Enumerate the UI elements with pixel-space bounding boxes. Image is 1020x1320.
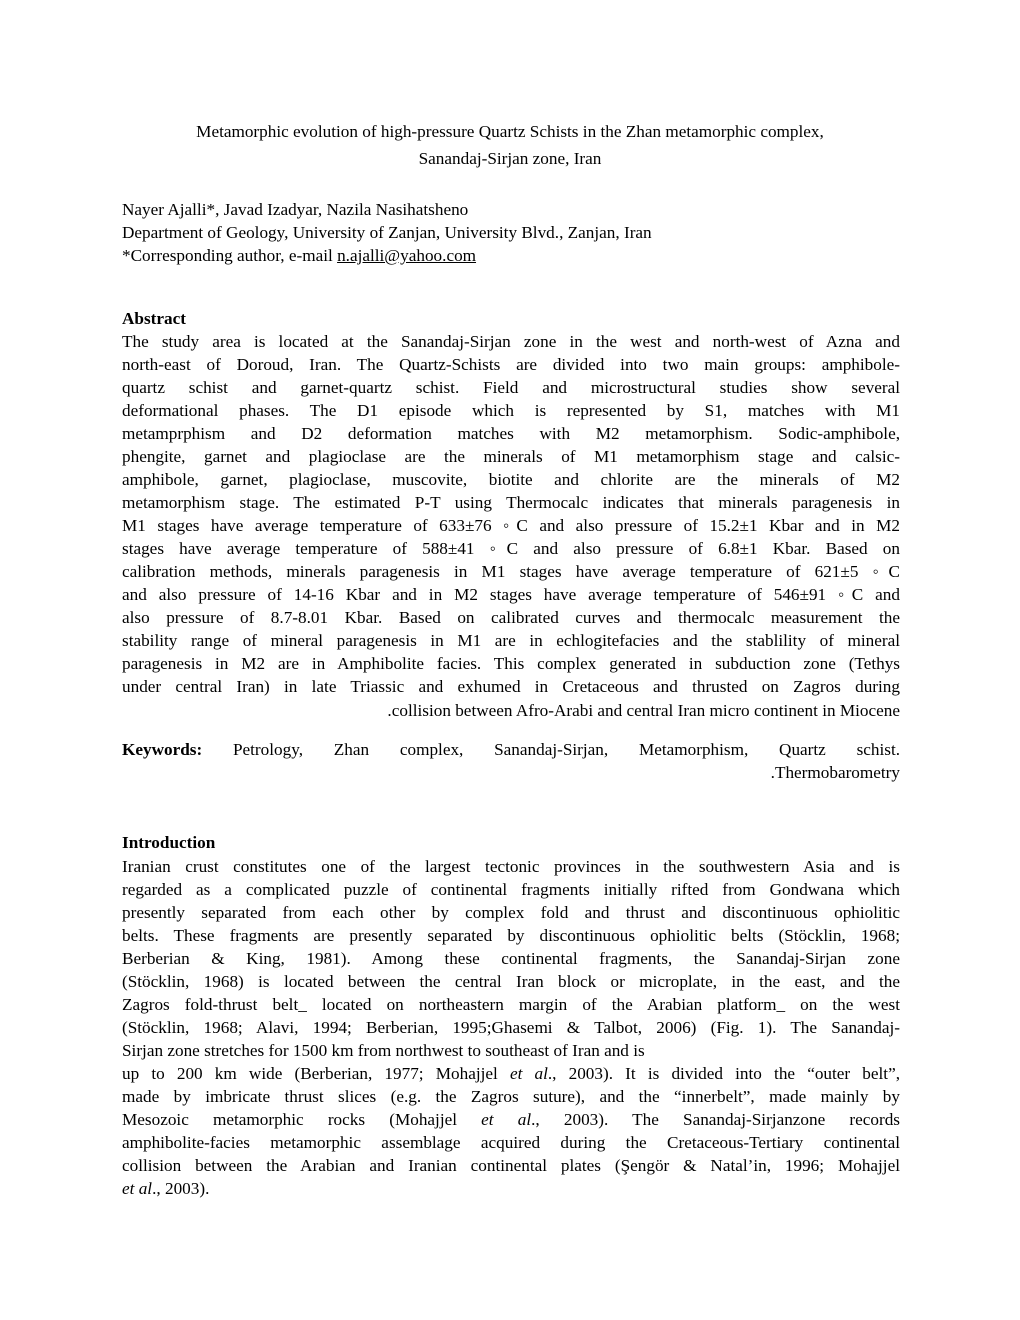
abstract-line-13: also pressure of 8.7-8.01 Kbar. Based on calibrated curves and thermocalc measurement the [122,608,900,627]
abstract-line-15: paragenesis in M2 are in Amphibolite facies. This complex generated in subduction zone (Tethys [122,654,900,673]
abstract-last-line: .collision between Afro-Arabi and central Iran micro continent in Miocene [387,701,900,720]
abstract-line-7: amphibole, garnet, plagioclase, muscovite, biotite and chlorite are the minerals of M2 [122,470,900,489]
abstract-line-3: quartz schist and garnet-quartz schist. Field and microstructural studies show several [122,378,900,397]
intro-line-2: regarded as a complicated puzzle of continental fragments initially rifted from Gondwana which [122,880,900,899]
abstract-line-16: under central Iran) in late Triassic and exhumed in Cretaceous and thrusted on Zagros during [122,677,900,696]
intro-line-1: Iranian crust constitutes one of the largest tectonic provinces in the southwestern Asia and is [122,857,900,876]
keyword-term: Sanandaj-Sirjan, [494,740,609,759]
intro-line-7: Zagros fold-thrust belt_ located on northeastern margin of the Arabian platform_ on the west [122,995,900,1014]
abstract-line-1: The study area is located at the Sanandaj-Sirjan zone in the west and north-west of Azna and [122,332,900,351]
paper-title-line-1: Metamorphic evolution of high-pressure Quartz Schists in the Zhan metamorphic complex, [196,122,824,141]
corresponding-author [122,244,476,267]
keywords-label: Keywords: [122,740,203,759]
intro-line-10: up to 200 km wide (Berberian, 1977; Mohajjel et al., 2003). It is divided into the “outer belt”, [122,1064,900,1083]
intro-line-4: belts. These fragments are presently separated by discontinuous ophiolitic belts (Stöcklin, 1968; [122,926,900,945]
keyword-term: Quartz [779,740,826,759]
intro-line-11: made by imbricate thrust slices (e.g. the Zagros suture), and the “innerbelt”, made mainly by [122,1087,900,1106]
keyword-term: schist. [856,740,901,759]
corresponding-label: *Corresponding author, e-mail [122,246,338,265]
intro-line-8: (Stöcklin, 1968; Alavi, 1994; Berberian, 1995;Ghasemi & Talbot, 2006) (Fig. 1). The Sanandaj- [122,1018,900,1037]
intro-line-9: Sirjan zone stretches for 1500 km from northwest to southeast of Iran and is [122,1041,645,1060]
intro-line-6: (Stöcklin, 1968) is located between the central Iran block or microplate, in the east, and the [122,972,900,991]
author-affiliation: Department of Geology, University of Zanjan, University Blvd., Zanjan, Iran [122,223,652,242]
keywords-line [122,738,900,761]
keyword-term: complex, [399,740,464,759]
author-names: Nayer Ajalli*, Javad Izadyar, Nazila Nasihatsheno [122,200,469,219]
keyword-term: Petrology, [232,740,303,759]
introduction-heading: Introduction [122,833,216,852]
abstract-line-12: and also pressure of 14-16 Kbar and in M2 stages have average temperature of 546±91 ◦C and [122,585,900,604]
abstract-line-6: phengite, garnet and plagioclase are the minerals of M1 metamorphism stage and calsic- [122,447,900,466]
abstract-line-9: M1 stages have average temperature of 633±76 ◦C and also pressure of 15.2±1 Kbar and in M2 [122,516,900,535]
intro-line-3: presently separated from each other by complex fold and thrust and discontinuous ophiolitic [122,903,900,922]
intro-line-12: Mesozoic metamorphic rocks (Mohajjel et al., 2003). The Sanandaj-Sirjanzone records [122,1110,900,1129]
keyword-term: Zhan [333,740,370,759]
abstract-line-5: metamprphism and D2 deformation matches with M2 metamorphism. Sodic-amphibole, [122,424,900,443]
intro-line-15: et al., 2003). [122,1179,210,1198]
intro-line-5: Berberian & King, 1981). Among these continental fragments, the Sanandaj-Sirjan zone [122,949,900,968]
email-link[interactable]: n.ajalli@yahoo.com [337,246,477,265]
abstract-line-8: metamorphism stage. The estimated P-T using Thermocalc indicates that minerals paragenesis in [122,493,900,512]
abstract-line-4: deformational phases. The D1 episode which is represented by S1, matches with M1 [122,401,900,420]
keywords-line-2: .Thermobarometry [770,763,900,782]
abstract-line-14: stability range of mineral paragenesis in M1 are in echlogitefacies and the stablility of mineral [122,631,900,650]
paper-title-line-2: Sanandaj-Sirjan zone, Iran [418,149,602,168]
intro-line-13: amphibolite-facies metamorphic assemblage acquired during the Cretaceous-Tertiary continental [122,1133,900,1152]
abstract-line-2: north-east of Doroud, Iran. The Quartz-Schists are divided into two main groups: amphibole- [122,355,900,374]
abstract-line-10: stages have average temperature of 588±41 ◦C and also pressure of 6.8±1 Kbar. Based on [122,539,900,558]
intro-line-14: collision between the Arabian and Iranian continental plates (Şengör & Natal’in, 1996; Mohajjel [122,1156,900,1175]
abstract-heading: Abstract [122,309,186,328]
keyword-term: Metamorphism, [638,740,749,759]
abstract-line-11: calibration methods, minerals paragenesis in M1 stages have average temperature of 621±5 ◦C [122,562,900,581]
